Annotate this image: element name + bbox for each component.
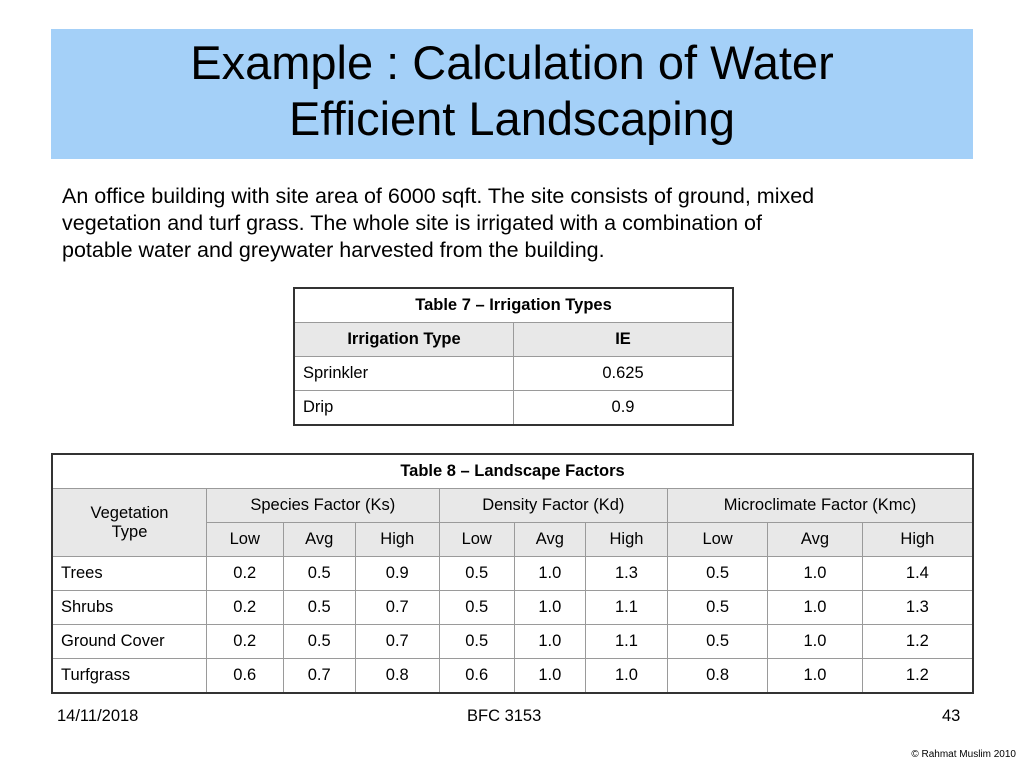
table8-group-microclimate: Microclimate Factor (Kmc) — [668, 489, 973, 523]
table8-cell: 1.0 — [768, 659, 863, 694]
table8-cell: 0.2 — [207, 591, 284, 625]
table7-header-irrigation-type: Irrigation Type — [294, 323, 514, 357]
table8-subheader: Low — [668, 523, 768, 557]
table8-subheader: Avg — [768, 523, 863, 557]
table8-cell: 0.2 — [207, 625, 284, 659]
table8-cell: 0.5 — [439, 591, 514, 625]
footer-date: 14/11/2018 — [57, 707, 139, 725]
landscape-factors-table — [51, 453, 974, 694]
table7-header-ie: IE — [514, 323, 734, 357]
table8-cell: 0.5 — [668, 557, 768, 591]
table-row — [52, 659, 973, 694]
table8-caption: Table 8 – Landscape Factors — [52, 454, 973, 489]
table8-cell: 0.9 — [355, 557, 439, 591]
table-row — [294, 357, 733, 391]
table8-group-density: Density Factor (Kd) — [439, 489, 667, 523]
footer-page-number: 43 — [942, 707, 961, 725]
copyright-notice: © Rahmat Muslim 2010 — [911, 749, 1016, 760]
table8-cell: 1.0 — [768, 625, 863, 659]
table7-cell: Sprinkler — [294, 357, 514, 391]
table8-group-species: Species Factor (Ks) — [207, 489, 440, 523]
table8-cell: Ground Cover — [52, 625, 207, 659]
table-row — [52, 625, 973, 659]
table8-cell: 1.0 — [768, 557, 863, 591]
table8-cell: 0.8 — [668, 659, 768, 694]
table8-subheader: Avg — [514, 523, 585, 557]
table8-cell: 1.0 — [514, 625, 585, 659]
veg-header-line-1: Vegetation — [90, 503, 169, 522]
table8-cell: 1.3 — [585, 557, 667, 591]
intro-line-2: vegetation and turf grass. The whole site is irrigated with a combination of — [62, 211, 762, 235]
table7-cell: Drip — [294, 391, 514, 426]
table8-cell: 1.0 — [768, 591, 863, 625]
table8-header-vegetation-type — [52, 489, 207, 557]
table8-subheader: Low — [439, 523, 514, 557]
title-line-1: Example : Calculation of Water — [190, 36, 834, 89]
table8-cell: 0.5 — [439, 557, 514, 591]
table8-cell: 0.2 — [207, 557, 284, 591]
table8-cell: 0.7 — [355, 591, 439, 625]
intro-paragraph — [62, 183, 982, 264]
table-row — [52, 557, 973, 591]
table8-cell: 1.2 — [862, 659, 973, 694]
footer-course: BFC 3153 — [467, 707, 542, 725]
table8-cell: 0.5 — [668, 591, 768, 625]
table8-cell: 1.0 — [514, 557, 585, 591]
table8-cell: 0.6 — [207, 659, 284, 694]
table8-cell: 1.4 — [862, 557, 973, 591]
table8-subheader: Low — [207, 523, 284, 557]
table-row — [294, 391, 733, 426]
table8-cell: 1.2 — [862, 625, 973, 659]
table8-cell: 0.5 — [668, 625, 768, 659]
table8-cell: 1.0 — [514, 591, 585, 625]
table8-cell: 0.5 — [439, 625, 514, 659]
table7-cell: 0.625 — [514, 357, 734, 391]
intro-line-3: potable water and greywater harvested from the building. — [62, 238, 605, 262]
table8-cell: Trees — [52, 557, 207, 591]
table8-cell: 0.8 — [355, 659, 439, 694]
table8-cell: 1.1 — [585, 591, 667, 625]
table8-cell: 0.5 — [283, 557, 355, 591]
table8-cell: 0.7 — [283, 659, 355, 694]
intro-line-1: An office building with site area of 6000 sqft. The site consists of ground, mixed — [62, 184, 815, 208]
slide-title — [51, 35, 973, 147]
table8-subheader: Avg — [283, 523, 355, 557]
table8-cell: Shrubs — [52, 591, 207, 625]
title-line-2: Efficient Landscaping — [289, 92, 735, 145]
table8-cell: Turfgrass — [52, 659, 207, 694]
table8-cell: 0.5 — [283, 625, 355, 659]
irrigation-types-table — [293, 287, 734, 426]
table7-caption: Table 7 – Irrigation Types — [294, 288, 733, 323]
table8-cell: 1.0 — [585, 659, 667, 694]
title-banner — [51, 29, 973, 159]
table8-subheader: High — [862, 523, 973, 557]
table8-cell: 0.5 — [283, 591, 355, 625]
table8-cell: 1.1 — [585, 625, 667, 659]
table8-cell: 0.6 — [439, 659, 514, 694]
veg-header-line-2: Type — [111, 522, 148, 541]
table7-cell: 0.9 — [514, 391, 734, 426]
table8-subheader: High — [355, 523, 439, 557]
table8-cell: 1.0 — [514, 659, 585, 694]
table8-cell: 0.7 — [355, 625, 439, 659]
table8-subheader: High — [585, 523, 667, 557]
table8-cell: 1.3 — [862, 591, 973, 625]
table-row — [52, 591, 973, 625]
